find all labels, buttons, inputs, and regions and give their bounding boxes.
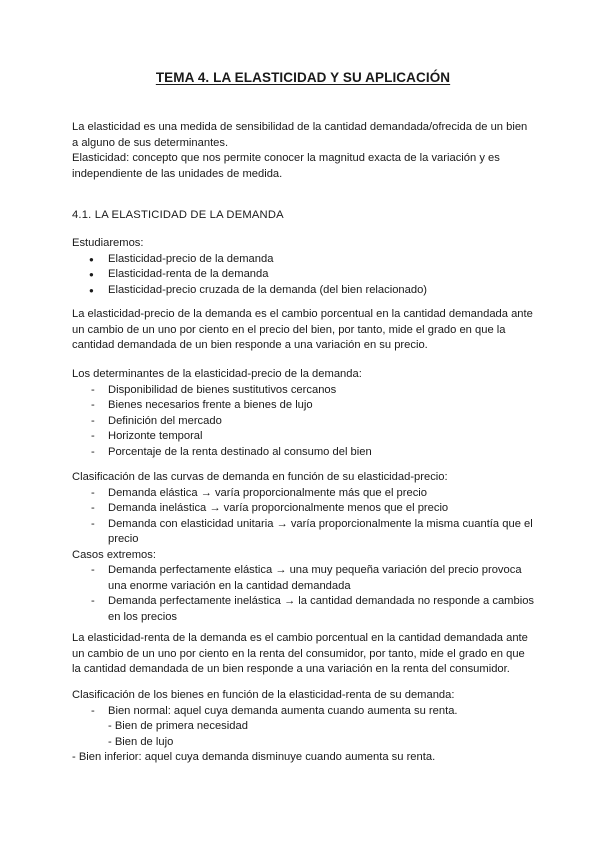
extremes-list <box>72 563 534 625</box>
list-item: - Demanda perfectamente elástica → una muy pequeña variación del precio provoca una enorme variación en la cantidad demandada <box>72 563 534 594</box>
intro-concept: Elasticidad: concepto que nos permite conocer la magnitud exacta de la variación y es independiente de las unidades de medida. <box>72 152 500 180</box>
study-label: Estudiaremos: <box>72 237 144 249</box>
normal-sub-item: - Bien de primera necesidad <box>108 720 248 732</box>
list-item: - Bien normal: aquel cuya demanda aumenta cuando aumenta su renta. <box>72 704 534 720</box>
page-title: TEMA 4. LA ELASTICIDAD Y SU APLICACIÓN <box>155 70 451 85</box>
list-item: - Definición del mercado <box>72 414 534 430</box>
list-item: ● Elasticidad-precio de la demanda <box>72 252 534 268</box>
study-list <box>72 252 534 299</box>
list-item: - Horizonte temporal <box>72 429 534 445</box>
list-item: - Bienes necesarios frente a bienes de lujo <box>72 398 534 414</box>
list-item: - Demanda perfectamente inelástica → la cantidad demandada no responde a cambios en los precios <box>72 594 534 625</box>
curves-list <box>72 486 534 548</box>
list-item: ● Elasticidad-renta de la demanda <box>72 267 534 283</box>
list-item: - Demanda con elasticidad unitaria → varía proporcionalmente la misma cuantía que el precio <box>72 517 534 548</box>
list-item: - Demanda inelástica → varía proporcionalmente menos que el precio <box>72 501 534 517</box>
extremes-label: Casos extremos: <box>72 548 156 561</box>
price-elasticity-paragraph: La elasticidad-precio de la demanda es el cambio porcentual en la cantidad demandada ante un cambio de un uno por ciento en el precio del bien, por tanto, mide el grado en que la cantidad demandada de un bien responde a una variación en su precio. <box>72 308 533 351</box>
list-item: - Porcentaje de la renta destinado al consumo del bien <box>72 445 534 461</box>
goods-block <box>72 688 534 766</box>
section-heading: 4.1. LA ELASTICIDAD DE LA DEMANDA <box>72 209 284 221</box>
normal-sub-item: - Bien de lujo <box>108 735 174 748</box>
curves-block <box>72 470 534 625</box>
inferior-good: - Bien inferior: aquel cuya demanda disminuye cuando aumenta su renta. <box>72 751 436 763</box>
intro-definition: La elasticidad es una medida de sensibilidad de la cantidad demandada/ofrecida de un bien a alguno de sus determinantes. <box>72 121 528 149</box>
goods-list <box>72 704 534 720</box>
list-item: - Disponibilidad de bienes sustitutivos cercanos <box>72 383 534 399</box>
goods-label: Clasificación de los bienes en función de la elasticidad-renta de su demanda: <box>72 689 455 701</box>
determinants-label: Los determinantes de la elasticidad-precio de la demanda: <box>72 368 362 380</box>
determinants-block <box>72 367 534 460</box>
income-elasticity-paragraph: La elasticidad-renta de la demanda es el cambio porcentual en la cantidad demandada ante un cambio de un uno por ciento en la renta del consumidor, por tanto, mide el grado en que la cantidad demandada de un bien responde a una variación en la renta del consumidor. <box>72 632 528 675</box>
list-item: - Demanda elástica → varía proporcionalmente más que el precio <box>72 486 534 502</box>
intro-block <box>72 120 534 182</box>
determinants-list <box>72 383 534 461</box>
list-item: ● Elasticidad-precio cruzada de la demanda (del bien relacionado) <box>72 283 534 299</box>
curves-label: Clasificación de las curvas de demanda en función de su elasticidad-precio: <box>72 471 448 483</box>
study-block <box>72 236 534 298</box>
